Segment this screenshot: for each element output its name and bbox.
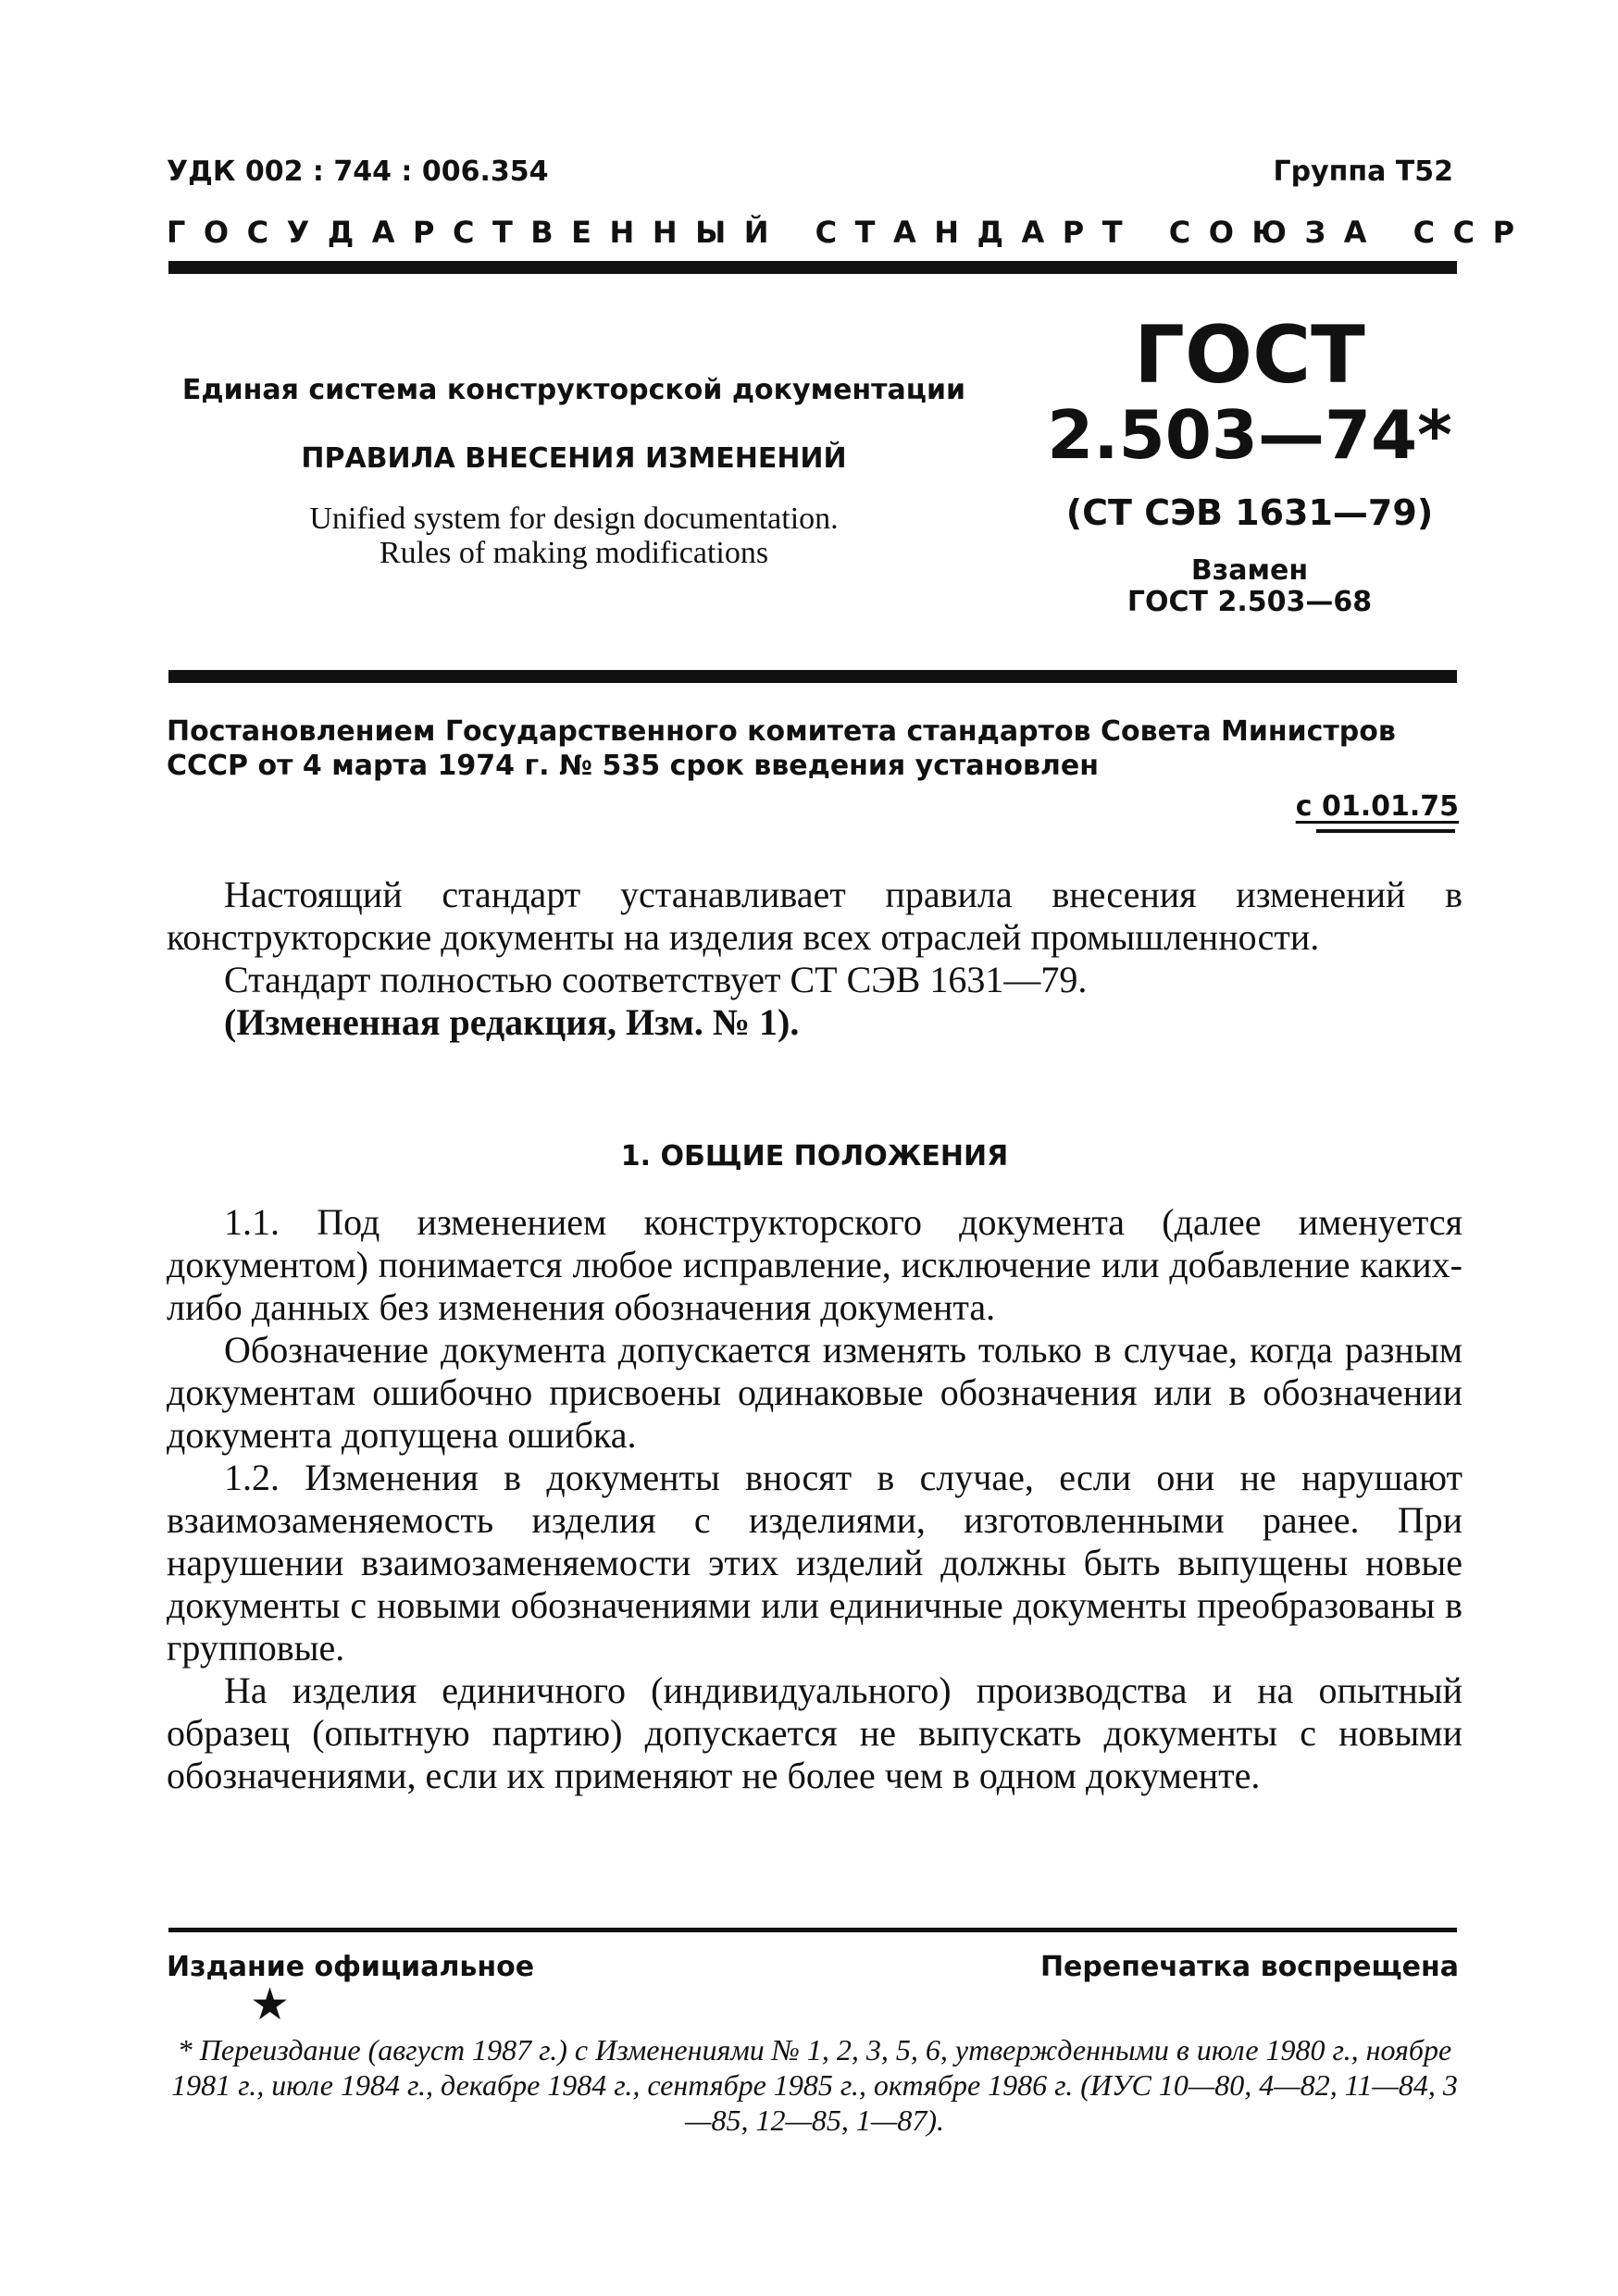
- reprint-prohibited-label: Перепечатка воспрещена: [1039, 1951, 1459, 1983]
- replaces-label: Взамен: [1190, 554, 1309, 587]
- english-title: [167, 502, 981, 570]
- english-title-line1: Unified system for design documentation.: [309, 502, 839, 536]
- reissue-footnote: * Переиздание (август 1987 г.) с Изменениями № 1, 2, 3, 5, 6, утвержденными в июле 1980 г., ноябре 1981 г., июле 1984 г., декабре 1984 г., сентябре 1985 г., октябре 1986 г. (ИУС 10—80, 4—82, 11—84, 3—85, 12—85, 1—87).: [171, 2033, 1458, 2137]
- document-title: ПРАВИЛА ВНЕСЕНИЯ ИЗМЕНЕНИЙ: [301, 442, 847, 475]
- section-paragraph: 1.1. Под изменением конструкторского документа (далее именуется документом) понимается любое исправление, исключение или добавление каких-либо данных без изменения обозначения документа.: [167, 1201, 1462, 1328]
- replaces-block: [1037, 555, 1462, 618]
- section-paragraph: 1.2. Изменения в документы вносят в случае, если они не нарушают взаимозаменяемость изделия с изделиями, изготовленными ранее. При нарушении взаимозаменяемости этих изделий должны быть выпущены новые документы с новыми обозначениями или единичные документы преобразованы в групповые.: [167, 1457, 1462, 1669]
- amendment-note: (Измененная редакция, Изм. № 1).: [224, 1001, 800, 1043]
- header-rule: [168, 261, 1457, 274]
- decree-text: Постановлением Государственного комитета стандартов Совета Министров СССР от 4 марта 1974 г. № 535 срок введения установлен: [167, 715, 1396, 782]
- replaces-value: ГОСТ 2.503—68: [1126, 586, 1373, 618]
- date-rule: [1316, 829, 1455, 833]
- intro-block: [167, 874, 1462, 1044]
- section-title: 1. ОБЩИЕ ПОЛОЖЕНИЯ: [620, 1140, 1009, 1173]
- system-name: Единая система конструкторской документации: [181, 374, 966, 406]
- gost-number: 2.503—74*: [1047, 396, 1452, 474]
- section-paragraph: Обозначение документа допускается изменять только в случае, когда разным документам ошибочно присвоены одинаковые обозначения или в обозначении документа допущена ошибка.: [167, 1329, 1462, 1456]
- footer-rule: [168, 1928, 1457, 1932]
- group-code: Группа Т52: [1273, 155, 1453, 188]
- section-body: [167, 1201, 1462, 1797]
- sev-reference: (СТ СЭВ 1631—79): [1065, 492, 1434, 533]
- effective-date: с 01.01.75: [1295, 790, 1459, 823]
- title-rule: [168, 670, 1457, 683]
- section-paragraph: На изделия единичного (индивидуального) производства и на опытный образец (опытную партию) допускается не выпускать документы с новыми обозначениями, если их применяют не более чем в одном документе.: [167, 1669, 1462, 1796]
- intro-paragraph: Настоящий стандарт устанавливает правила внесения изменений в конструкторские документы на изделия всех отраслей промышленности.: [167, 874, 1462, 958]
- udk-code: УДК 002 : 744 : 006.354: [167, 155, 549, 188]
- intro-paragraph: Стандарт полностью соответствует СТ СЭВ 1631—79.: [224, 959, 1088, 1000]
- standard-banner: ГОСУДАРСТВЕННЫЙ СТАНДАРТ СОЮЗА ССР: [167, 215, 1533, 250]
- gost-label: ГОСТ: [1134, 309, 1365, 402]
- english-title-line2: Rules of making modifications: [379, 536, 769, 570]
- official-edition-label: Издание официальное: [167, 1951, 535, 1983]
- star-icon: ★: [250, 1980, 291, 2029]
